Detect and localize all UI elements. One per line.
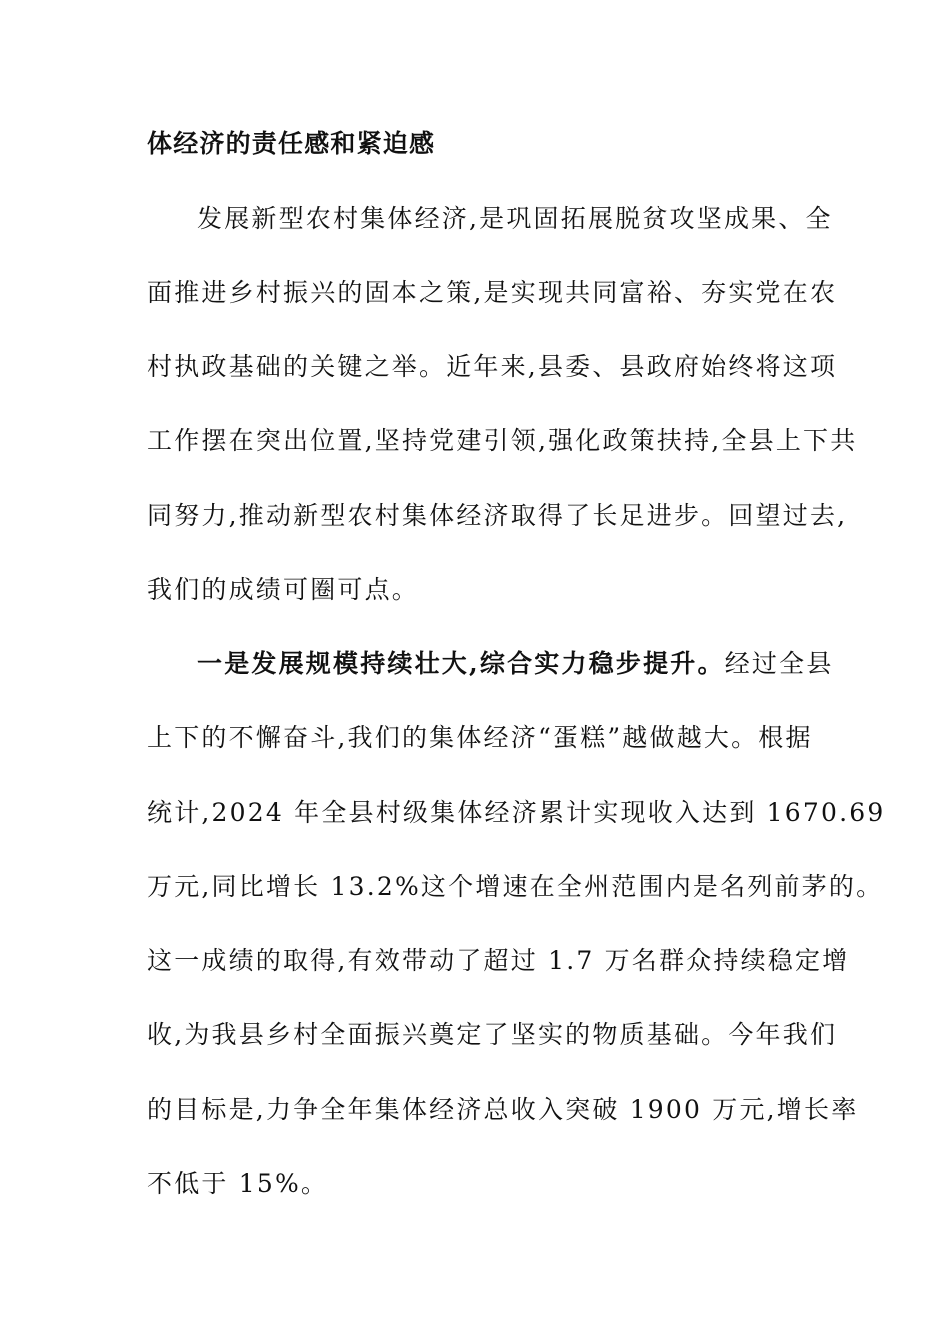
paragraph-1-line-1: 发展新型农村集体经济,是巩固拓展脱贫攻坚成果、全 bbox=[197, 204, 833, 233]
paragraph-2-line-5: 这一成绩的取得,有效带动了超过 1.7 万名群众持续稳定增 bbox=[147, 946, 850, 975]
paragraph-2-line-2: 上下的不懈奋斗,我们的集体经济“蛋糕”越做越大。根据 bbox=[147, 723, 813, 752]
paragraph-1-line-5: 同努力,推动新型农村集体经济取得了长足进步。回望过去, bbox=[147, 501, 848, 530]
paragraph-2-line-4: 万元,同比增长 13.2%这个增速在全州范围内是名列前茅的。 bbox=[147, 872, 884, 901]
paragraph-1-line-4: 工作摆在突出位置,坚持党建引领,强化政策扶持,全县上下共 bbox=[147, 426, 858, 455]
paragraph-2-line-8: 不低于 15%。 bbox=[147, 1169, 329, 1198]
paragraph-1-line-3: 村执政基础的关键之举。近年来,县委、县政府始终将这项 bbox=[147, 352, 838, 381]
continued-heading: 体经济的责任感和紧迫感 bbox=[147, 129, 436, 158]
paragraph-1-line-2: 面推进乡村振兴的固本之策,是实现共同富裕、夯实党在农 bbox=[147, 278, 838, 307]
paragraph-2-line-1 bbox=[197, 646, 834, 682]
paragraph-2-line-6: 收,为我县乡村全面振兴奠定了坚实的物质基础。今年我们 bbox=[147, 1020, 838, 1049]
paragraph-1-line-6: 我们的成绩可圈可点。 bbox=[147, 575, 420, 604]
paragraph-2-lead-rest: 经过全县 bbox=[724, 649, 834, 678]
paragraph-2-bold-lead: 一是发展规模持续壮大,综合实力稳步提升。 bbox=[197, 649, 725, 678]
paragraph-2-line-7: 的目标是,力争全年集体经济总收入突破 1900 万元,增长率 bbox=[147, 1095, 859, 1124]
paragraph-2-line-3: 统计,2024 年全县村级集体经济累计实现收入达到 1670.69 bbox=[147, 798, 886, 827]
